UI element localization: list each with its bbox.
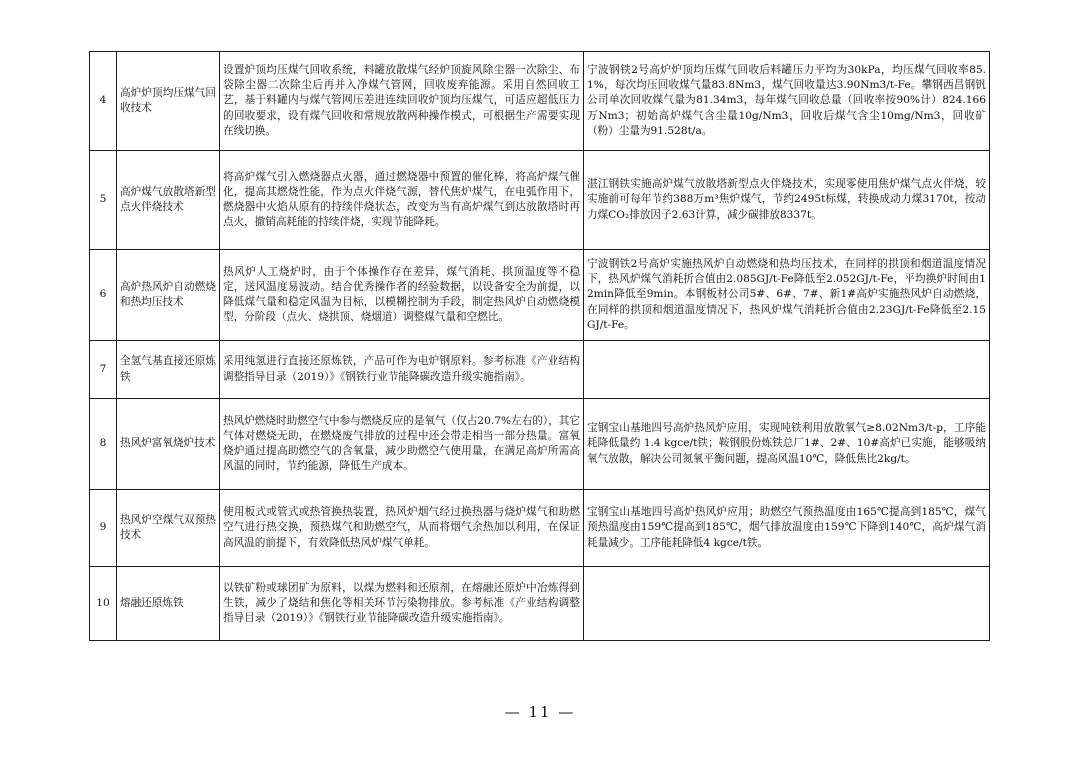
row-number: 9 <box>90 490 117 567</box>
technology-name: 高炉煤气放散塔新型点火伴烧技术 <box>117 151 220 250</box>
application-case: 湛江钢铁实施高炉煤气放散塔新型点火伴烧技术，实现零使用焦炉煤气点火伴烧，较实施前可每年节约388万m³焦炉煤气，节约2495t标煤，转换成动力煤3170t，按动力煤CO₂排放因子2.63计算，减少碳排放8337t。 <box>584 151 990 250</box>
technology-description: 热风炉人工烧炉时，由于个体操作存在差异，煤气消耗、拱顶温度等不稳定，送风温度易波动。结合优秀操作者的经验数据，以设备安全为前提，以降低煤气量和稳定风温为目标，以模糊控制为手段，制定热风炉自动燃烧模型，分阶段（点火、烧拱顶、烧烟道）调整煤气量和空燃比。 <box>220 250 584 341</box>
technology-name: 高炉热风炉自动燃烧和热均压技术 <box>117 250 220 341</box>
table-row <box>90 341 990 399</box>
row-number: 7 <box>90 341 117 399</box>
row-number: 5 <box>90 151 117 250</box>
row-number: 4 <box>90 52 117 151</box>
technology-name: 热风炉富氧烧炉技术 <box>117 399 220 490</box>
technology-description: 采用纯氢进行直接还原炼铁，产品可作为电炉钢原料。参考标准《产业结构调整指导目录（2019）》《钢铁行业节能降碳改造升级实施指南》。 <box>220 341 584 399</box>
table-row <box>90 52 990 151</box>
technology-description: 设置炉顶均压煤气回收系统，料罐放散煤气经炉顶旋风除尘器一次除尘、布袋除尘器二次除尘后再并入净煤气管网，回收废弃能源。采用自然回收工艺，基于料罐内与煤气管网压差进连续回收炉顶均压煤气，可适应超低压力的回收要求，设有煤气回收和常规放散两种操作模式，可根据生产需要实现在线切换。 <box>220 52 584 151</box>
table-row <box>90 490 990 567</box>
application-case <box>584 341 990 399</box>
row-number: 6 <box>90 250 117 341</box>
page-number: — 11 — <box>504 703 576 721</box>
application-case: 宝钢宝山基地四号高炉热风炉应用；助燃空气预热温度由165℃提高到185℃，煤气预热温度由159℃提高到185℃，烟气排放温度由159℃下降到140℃，高炉煤气消耗量减少。工序能耗降低4 kgce/t铁。 <box>584 490 990 567</box>
row-number: 10 <box>90 567 117 641</box>
technology-description: 热风炉燃烧时助燃空气中参与燃烧反应的是氧气（仅占20.7%左右的），其它气体对燃烧无助，在燃烧废气排放的过程中还会带走相当一部分热量。富氧烧炉通过提高助燃空气的含氧量，减少助燃空气使用量，在满足高炉所需高风温的同时，节约能源，降低生产成本。 <box>220 399 584 490</box>
technology-name: 全氢气基直接还原炼铁 <box>117 341 220 399</box>
application-case: 宁波钢铁2号高炉炉顶均压煤气回收后料罐压力平均为30kPa，均压煤气回收率85.1%，每次均压回收煤气量83.8Nm3，煤气回收量达3.90Nm3/t-Fe。攀钢西昌钢钒公司单次回收煤气量为81.34m3，每年煤气回收总量（回收率按90%计）824.166万Nm3；初始高炉煤气含尘量10g/Nm3，回收后煤气含尘10mg/Nm3，回收矿（粉）尘量为91.528t/a。 <box>584 52 990 151</box>
technology-description: 以铁矿粉或球团矿为原料，以煤为燃料和还原剂，在熔融还原炉中冶炼得到生铁，减少了烧结和焦化等相关环节污染物排放。参考标准《产业结构调整指导目录（2019）》《钢铁行业节能降碳改造升级实施指南》。 <box>220 567 584 641</box>
technology-name: 高炉炉顶均压煤气回收技术 <box>117 52 220 151</box>
table-row <box>90 567 990 641</box>
technology-table <box>89 51 990 641</box>
row-number: 8 <box>90 399 117 490</box>
table-body <box>90 52 990 641</box>
table-row <box>90 399 990 490</box>
table-row <box>90 151 990 250</box>
technology-name: 热风炉空煤气双预热技术 <box>117 490 220 567</box>
technology-description: 使用板式或管式或热管换热装置，热风炉烟气经过换热器与烧炉煤气和助燃空气进行热交换，预热煤气和助燃空气，从而将烟气余热加以利用，在保证高风温的前提下，有效降低热风炉煤气单耗。 <box>220 490 584 567</box>
application-case: 宁波钢铁2号高炉实施热风炉自动燃烧和热均压技术，在同样的拱顶和烟道温度情况下，热风炉煤气消耗折合值由2.085GJ/t-Fe降低至2.052GJ/t-Fe，平均换炉时间由12min降低至9min。本钢板材公司5#、6#、7#、新1#高炉实施热风炉自动燃烧，在同样的拱顶和烟道温度情况下，热风炉煤气消耗折合值由2.23GJ/t-Fe降低至2.15GJ/t-Fe。 <box>584 250 990 341</box>
application-case <box>584 567 990 641</box>
technology-description: 将高炉煤气引入燃烧器点火器，通过燃烧器中预置的催化棒，将高炉煤气催化，提高其燃烧性能，作为点火伴烧气源，替代焦炉煤气，在电弧作用下，燃烧器中火焰从原有的持续伴烧状态，改变为当有高炉煤气到达放散塔时再点火，撤销高耗能的持续伴烧，实现节能降耗。 <box>220 151 584 250</box>
application-case: 宝钢宝山基地四号高炉热风炉应用，实现吨铁利用放散氧气≥8.02Nm3/t-p，工序能耗降低量约 1.4 kgce/t铁；鞍钢股份炼铁总厂1#、2#、10#高炉已实施，能够吸纳氧气放散，解决公司氮氧平衡问题，提高风温10℃，降低焦比2kg/t。 <box>584 399 990 490</box>
table-row <box>90 250 990 341</box>
technology-name: 熔融还原炼铁 <box>117 567 220 641</box>
